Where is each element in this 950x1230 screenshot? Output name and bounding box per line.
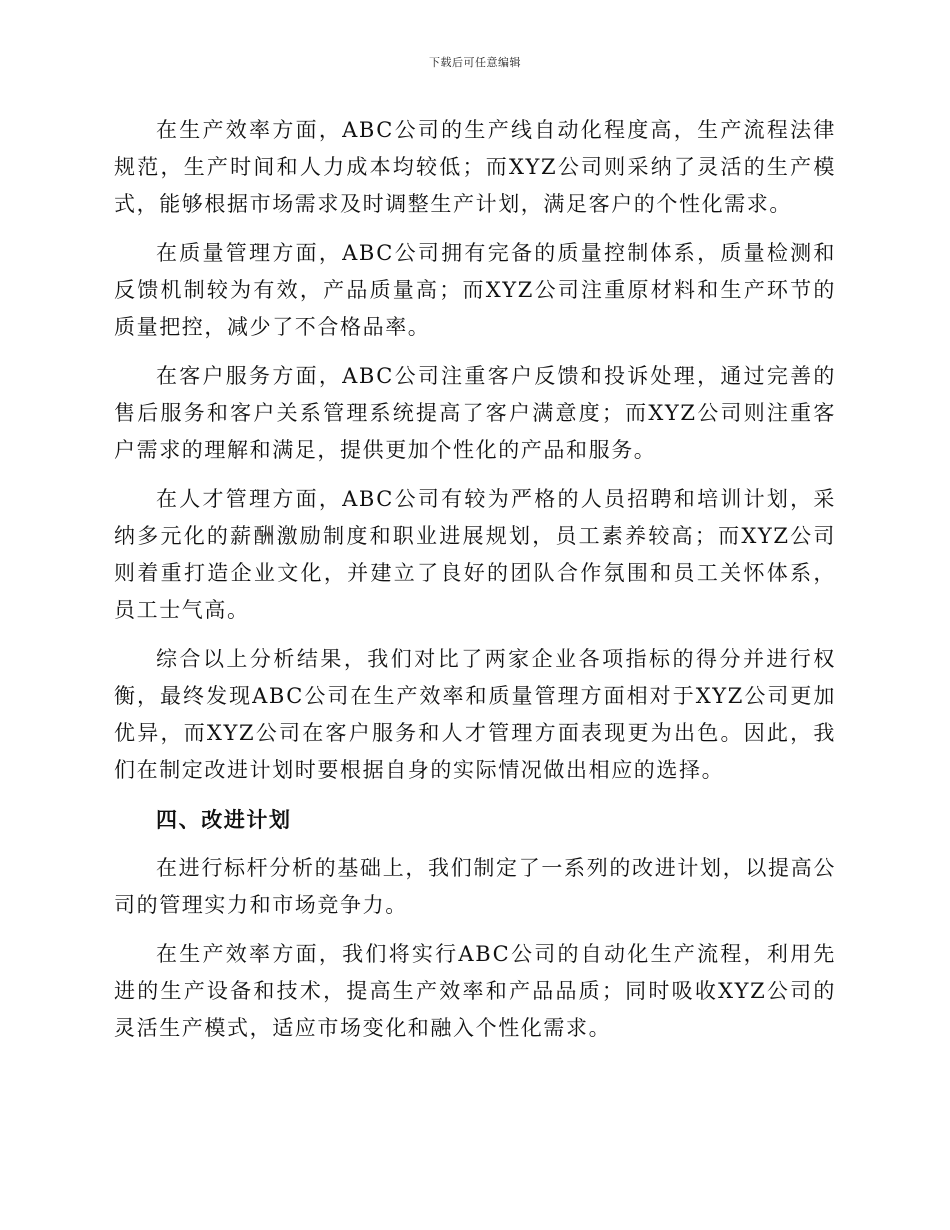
document-body [114, 112, 836, 1059]
section-heading-improvement-plan: 四、改进计划 [156, 807, 292, 832]
paragraph-improvement-intro: 在进行标杆分析的基础上，我们制定了一系列的改进计划，以提高公司的管理实力和市场竞争力。 [114, 856, 836, 917]
paragraph-improvement-production: 在生产效率方面，我们将实行ABC公司的自动化生产流程，利用先进的生产设备和技术，提高生产效率和产品品质；同时吸收XYZ公司的灵活生产模式，适应市场变化和融入个性化需求。 [114, 942, 836, 1040]
paragraph-quality-management: 在质量管理方面，ABC公司拥有完备的质量控制体系，质量检测和反馈机制较为有效，产品质量高；而XYZ公司注重原材料和生产环节的质量把控，减少了不合格品率。 [114, 241, 836, 339]
header-note: 下载后可任意编辑 [429, 56, 521, 69]
paragraph-production-efficiency: 在生产效率方面，ABC公司的生产线自动化程度高，生产流程法律规范，生产时间和人力成本均较低；而XYZ公司则采纳了灵活的生产模式，能够根据市场需求及时调整生产计划，满足客户的个性化需求。 [114, 118, 836, 216]
paragraph-summary: 综合以上分析结果，我们对比了两家企业各项指标的得分并进行权衡，最终发现ABC公司在生产效率和质量管理方面相对于XYZ公司更加优异，而XYZ公司在客户服务和人才管理方面表现更为出色。因此，我们在制定改进计划时要根据自身的实际情况做出相应的选择。 [114, 647, 836, 782]
paragraph-talent-management: 在人才管理方面，ABC公司有较为严格的人员招聘和培训计划，采纳多元化的薪酬激励制度和职业进展规划，员工素养较高；而XYZ公司则着重打造企业文化，并建立了良好的团队合作氛围和员工关怀体系，员工士气高。 [114, 487, 836, 622]
paragraph-customer-service: 在客户服务方面，ABC公司注重客户反馈和投诉处理，通过完善的售后服务和客户关系管理系统提高了客户满意度；而XYZ公司则注重客户需求的理解和满足，提供更加个性化的产品和服务。 [114, 364, 836, 462]
